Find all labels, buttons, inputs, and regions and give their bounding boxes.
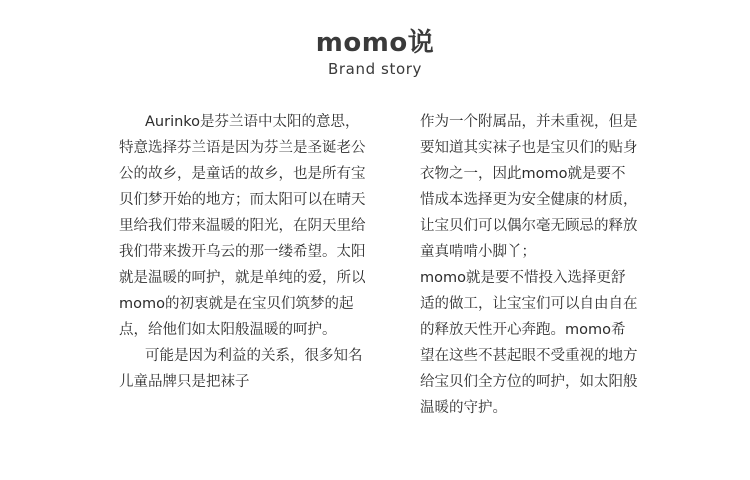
page-subtitle: Brand story: [328, 60, 422, 78]
page-title: momo说: [315, 28, 435, 58]
story-paragraph: momo就是要不惜投入选择更舒适的做工，让宝宝们可以自由自在的释放天性开心奔跑。momo希望在这些不甚起眼不受重视的地方给宝贝们全方位的呵护，如太阳般温暖的守护。: [420, 270, 638, 416]
story-column-left: [119, 109, 371, 395]
story-paragraph: 作为一个附属品，并未重视，但是要知道其实袜子也是宝贝们的贴身衣物之一，因此momo就是要不惜成本选择更为安全健康的材质，让宝贝们可以偶尔毫无顾忌的释放童真啃啃小脚丫；: [420, 114, 638, 260]
story-paragraph: Aurinko是芬兰语中太阳的意思，特意选择芬兰语是因为芬兰是圣诞老公公的故乡，是童话的故乡，也是所有宝贝们梦开始的地方；而太阳可以在晴天里给我们带来温暖的阳光，在阴天里给我们带来拨开乌云的那一缕希望。太阳就是温暖的呵护，就是单纯的爱，所以momo的初衷就是在宝贝们筑梦的起点，给他们如太阳般温暖的呵护。: [119, 114, 366, 338]
story-column-right: [420, 109, 638, 421]
story-paragraph: 可能是因为利益的关系，很多知名儿童品牌只是把袜子: [119, 348, 363, 390]
brand-header: [0, 26, 750, 78]
